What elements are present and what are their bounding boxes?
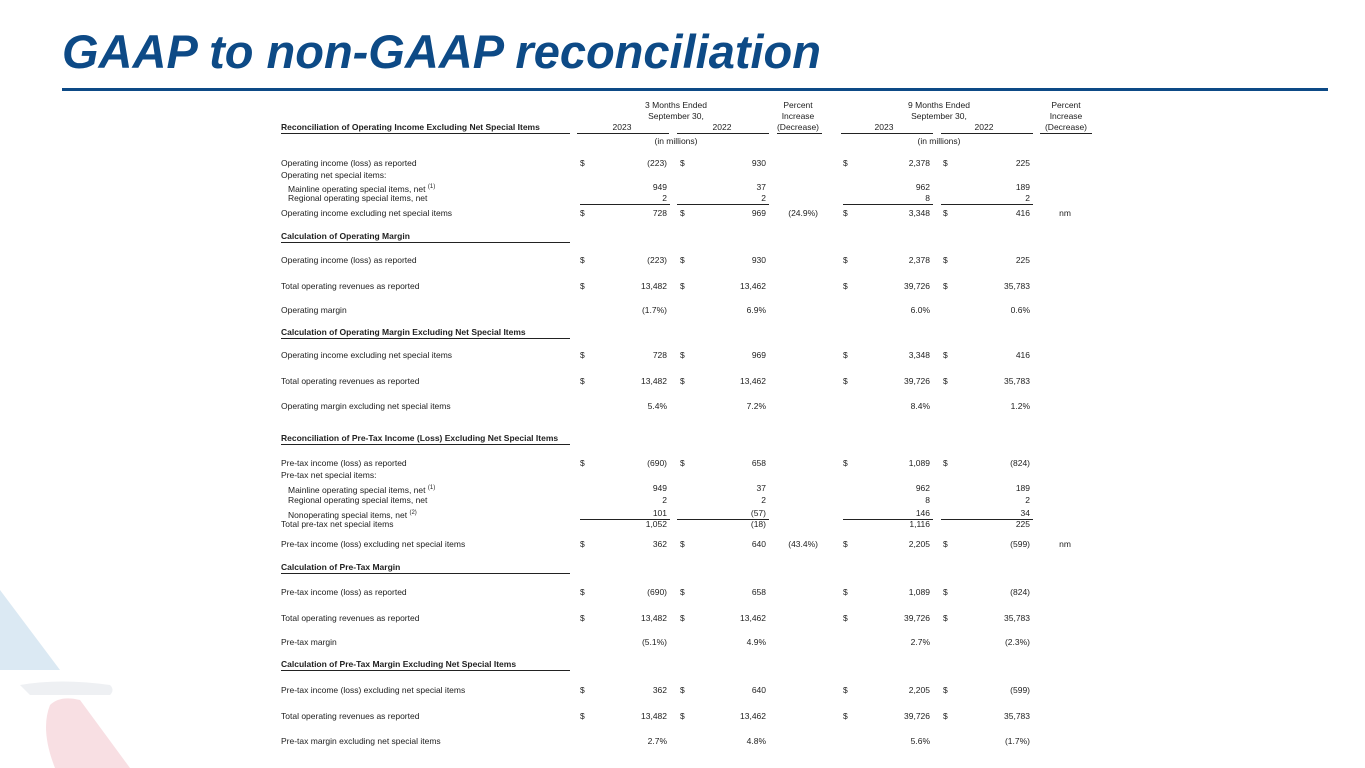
dollar-sign: $ <box>580 376 585 386</box>
dollar-sign: $ <box>580 458 585 468</box>
underline <box>843 204 933 205</box>
cell-value: 7.2% <box>746 401 766 411</box>
dollar-sign: $ <box>943 613 948 623</box>
underline <box>1040 133 1092 134</box>
row-label: Pre-tax margin excluding net special items <box>281 736 441 746</box>
dollar-sign: $ <box>843 208 848 218</box>
cell-value: 35,783 <box>1004 376 1030 386</box>
cell-value: 13,462 <box>740 613 766 623</box>
cell-value: 969 <box>751 350 766 360</box>
dollar-sign: $ <box>680 458 685 468</box>
cell-value: 4.8% <box>746 736 766 746</box>
dollar-sign: $ <box>580 711 585 721</box>
dollar-sign: $ <box>943 711 948 721</box>
cell-value: (223) <box>647 158 667 168</box>
footnote-marker: (1) <box>427 184 436 190</box>
cell-value: 101 <box>652 508 667 518</box>
header-percent: Percent <box>1051 100 1081 110</box>
cell-value: 4.9% <box>746 637 766 647</box>
cell-value: 189 <box>1015 483 1030 493</box>
underline <box>677 133 769 134</box>
dollar-sign: $ <box>843 711 848 721</box>
dollar-sign: $ <box>943 539 948 549</box>
dollar-sign: $ <box>843 613 848 623</box>
header-year: 2023 <box>612 122 632 132</box>
cell-value: 35,783 <box>1004 281 1030 291</box>
cell-value: (223) <box>647 255 667 265</box>
cell-value: 2 <box>662 193 667 203</box>
cell-value: 728 <box>652 350 667 360</box>
cell-value: 1,089 <box>908 458 930 468</box>
cell-value: 39,726 <box>904 281 930 291</box>
section-heading: Reconciliation of Pre-Tax Income (Loss) Excluding Net Special Items <box>281 433 559 443</box>
cell-value: 5.4% <box>647 401 667 411</box>
dollar-sign: $ <box>680 208 685 218</box>
cell-value: 37 <box>756 182 766 192</box>
dollar-sign: $ <box>680 350 685 360</box>
cell-value: 189 <box>1015 182 1030 192</box>
dollar-sign: $ <box>680 539 685 549</box>
cell-value: 225 <box>1015 255 1030 265</box>
cell-value: 13,482 <box>641 281 667 291</box>
cell-value: 3,348 <box>908 350 930 360</box>
dollar-sign: $ <box>943 376 948 386</box>
cell-value: 2 <box>761 495 766 505</box>
cell-value: 930 <box>751 158 766 168</box>
cell-value: 2 <box>1025 495 1030 505</box>
cell-value: 8 <box>925 193 930 203</box>
page-title: GAAP to non-GAAP reconciliation <box>62 25 821 78</box>
cell-value: 13,462 <box>740 711 766 721</box>
underline <box>941 133 1033 134</box>
row-label: Pre-tax income (loss) as reported <box>281 587 407 597</box>
row-label: Pre-tax income (loss) excluding net special items <box>281 685 466 695</box>
cell-value: 2.7% <box>910 637 930 647</box>
cell-value: 1,052 <box>645 519 667 529</box>
cell-value: 13,482 <box>641 376 667 386</box>
cell-value: 225 <box>1015 158 1030 168</box>
cell-value: 949 <box>652 483 667 493</box>
cell-value: (599) <box>1010 685 1030 695</box>
cell-value: 37 <box>756 483 766 493</box>
cell-value: 2 <box>761 193 766 203</box>
header-9m: 9 Months Ended <box>908 100 970 110</box>
cell-value: (57) <box>750 508 766 518</box>
cell-value: 962 <box>915 483 930 493</box>
cell-value: 2,205 <box>908 539 930 549</box>
dollar-sign: $ <box>943 281 948 291</box>
cell-value: (690) <box>647 587 667 597</box>
cell-value: 949 <box>652 182 667 192</box>
underline <box>281 338 570 339</box>
cell-value: 146 <box>915 508 930 518</box>
cell-value: (43.4%) <box>788 539 818 549</box>
cell-value: 225 <box>1015 519 1030 529</box>
dollar-sign: $ <box>580 281 585 291</box>
section-heading: Reconciliation of Operating Income Excluding Net Special Items <box>281 122 540 132</box>
underline <box>281 573 570 574</box>
section-heading: Calculation of Operating Margin Excluding Net Special Items <box>281 327 526 337</box>
row-label: Regional operating special items, net <box>288 193 428 203</box>
dollar-sign: $ <box>580 613 585 623</box>
section-heading: Calculation of Operating Margin <box>281 231 410 241</box>
cell-value: 728 <box>652 208 667 218</box>
cell-value: 362 <box>652 685 667 695</box>
underline <box>281 670 570 671</box>
header-year: 2023 <box>874 122 894 132</box>
cell-value: 930 <box>751 255 766 265</box>
title-divider <box>62 88 1328 91</box>
cell-value: 6.9% <box>746 305 766 315</box>
cell-value: (824) <box>1010 587 1030 597</box>
header-percent: Increase <box>1049 111 1083 121</box>
cell-value: 658 <box>751 458 766 468</box>
cell-value: 35,783 <box>1004 711 1030 721</box>
row-label: Pre-tax income (loss) as reported <box>281 458 407 468</box>
underline <box>941 204 1033 205</box>
row-label: Total pre-tax net special items <box>281 519 394 529</box>
header-3m-date: September 30, <box>648 111 704 121</box>
row-label: Operating income excluding net special items <box>281 350 453 360</box>
cell-value: (690) <box>647 458 667 468</box>
cell-value: 416 <box>1015 208 1030 218</box>
dollar-sign: $ <box>943 685 948 695</box>
cell-value: (18) <box>750 519 766 529</box>
dollar-sign: $ <box>843 376 848 386</box>
dollar-sign: $ <box>843 281 848 291</box>
cell-value: 13,462 <box>740 376 766 386</box>
underline <box>281 444 570 445</box>
dollar-sign: $ <box>943 350 948 360</box>
logo-watermark-icon <box>0 590 140 768</box>
cell-value: (24.9%) <box>788 208 818 218</box>
row-label: Pre-tax income (loss) excluding net special items <box>281 539 466 549</box>
dollar-sign: $ <box>943 208 948 218</box>
dollar-sign: $ <box>580 350 585 360</box>
dollar-sign: $ <box>680 685 685 695</box>
cell-value: 39,726 <box>904 613 930 623</box>
dollar-sign: $ <box>843 587 848 597</box>
underline <box>580 204 670 205</box>
header-percent: Percent <box>783 100 813 110</box>
row-label: Regional operating special items, net <box>288 495 428 505</box>
dollar-sign: $ <box>580 539 585 549</box>
row-label: Operating margin excluding net special items <box>281 401 451 411</box>
cell-value: 658 <box>751 587 766 597</box>
underline <box>677 204 769 205</box>
underline <box>281 133 570 134</box>
cell-value: 2 <box>1025 193 1030 203</box>
cell-value: 2,378 <box>908 158 930 168</box>
row-label: Mainline operating special items, net $^{(1)}$ <box>288 183 436 194</box>
cell-value: 416 <box>1015 350 1030 360</box>
cell-value: 13,482 <box>641 711 667 721</box>
header-year: 2022 <box>712 122 732 132</box>
dollar-sign: $ <box>680 376 685 386</box>
row-label: Total operating revenues as reported <box>281 613 420 623</box>
header-percent: Increase <box>781 111 815 121</box>
cell-value: 35,783 <box>1004 613 1030 623</box>
cell-value: 2,378 <box>908 255 930 265</box>
cell-value: 640 <box>751 685 766 695</box>
units-label: (in millions) <box>917 136 961 146</box>
row-label: Pre-tax net special items: <box>281 470 377 480</box>
cell-value: (824) <box>1010 458 1030 468</box>
section-heading: Calculation of Pre-Tax Margin Excluding Net Special Items <box>281 659 517 669</box>
cell-value: 39,726 <box>904 376 930 386</box>
row-label: Operating income (loss) as reported <box>281 158 417 168</box>
underline <box>577 133 669 134</box>
cell-value: 969 <box>751 208 766 218</box>
row-label: Total operating revenues as reported <box>281 711 420 721</box>
cell-value: nm <box>1059 539 1071 549</box>
footnote-marker: (2) <box>409 510 417 516</box>
row-label: Operating income (loss) as reported <box>281 255 417 265</box>
cell-value: 8.4% <box>910 401 930 411</box>
dollar-sign: $ <box>580 255 585 265</box>
dollar-sign: $ <box>680 255 685 265</box>
cell-value: nm <box>1059 208 1071 218</box>
cell-value: 640 <box>751 539 766 549</box>
dollar-sign: $ <box>680 587 685 597</box>
underline <box>841 133 933 134</box>
cell-value: 13,482 <box>641 613 667 623</box>
dollar-sign: $ <box>843 255 848 265</box>
section-heading: Calculation of Pre-Tax Margin <box>281 562 401 572</box>
cell-value: (1.7%) <box>1004 736 1030 746</box>
footnote-marker: (1) <box>427 485 436 491</box>
header-9m-date: September 30, <box>911 111 967 121</box>
dollar-sign: $ <box>843 458 848 468</box>
cell-value: 39,726 <box>904 711 930 721</box>
dollar-sign: $ <box>843 685 848 695</box>
dollar-sign: $ <box>943 587 948 597</box>
header-percent: (Decrease) <box>776 122 820 132</box>
header-year: 2022 <box>974 122 994 132</box>
dollar-sign: $ <box>580 587 585 597</box>
cell-value: (2.3%) <box>1004 637 1030 647</box>
cell-value: 5.6% <box>910 736 930 746</box>
row-label: Total operating revenues as reported <box>281 281 420 291</box>
cell-value: 2.7% <box>647 736 667 746</box>
cell-value: 8 <box>925 495 930 505</box>
dollar-sign: $ <box>843 539 848 549</box>
row-label: Nonoperating special items, net $^{(2)}$ <box>288 509 417 520</box>
cell-value: 1,116 <box>909 519 930 529</box>
dollar-sign: $ <box>943 158 948 168</box>
dollar-sign: $ <box>680 711 685 721</box>
cell-value: (1.7%) <box>641 305 667 315</box>
row-label: Operating margin <box>281 305 347 315</box>
dollar-sign: $ <box>943 458 948 468</box>
cell-value: (5.1%) <box>641 637 667 647</box>
cell-value: 2,205 <box>908 685 930 695</box>
row-label: Mainline operating special items, net $^{(1)}$ <box>288 484 436 495</box>
cell-value: 34 <box>1020 508 1030 518</box>
cell-value: 0.6% <box>1010 305 1030 315</box>
cell-value: (599) <box>1010 539 1030 549</box>
cell-value: 6.0% <box>910 305 930 315</box>
cell-value: 13,462 <box>740 281 766 291</box>
dollar-sign: $ <box>680 281 685 291</box>
underline <box>281 242 570 243</box>
dollar-sign: $ <box>580 685 585 695</box>
cell-value: 1.2% <box>1010 401 1030 411</box>
cell-value: 2 <box>662 495 667 505</box>
dollar-sign: $ <box>843 350 848 360</box>
cell-value: 362 <box>652 539 667 549</box>
dollar-sign: $ <box>843 158 848 168</box>
cell-value: 1,089 <box>908 587 930 597</box>
row-label: Pre-tax margin <box>281 637 337 647</box>
dollar-sign: $ <box>680 158 685 168</box>
cell-value: 3,348 <box>908 208 930 218</box>
dollar-sign: $ <box>580 208 585 218</box>
units-label: (in millions) <box>654 136 698 146</box>
row-label: Operating net special items: <box>281 170 387 180</box>
row-label: Operating income excluding net special items <box>281 208 453 218</box>
row-label: Total operating revenues as reported <box>281 376 420 386</box>
underline <box>777 133 822 134</box>
header-3m: 3 Months Ended <box>645 100 707 110</box>
dollar-sign: $ <box>943 255 948 265</box>
dollar-sign: $ <box>680 613 685 623</box>
dollar-sign: $ <box>580 158 585 168</box>
cell-value: 962 <box>915 182 930 192</box>
header-percent: (Decrease) <box>1044 122 1088 132</box>
